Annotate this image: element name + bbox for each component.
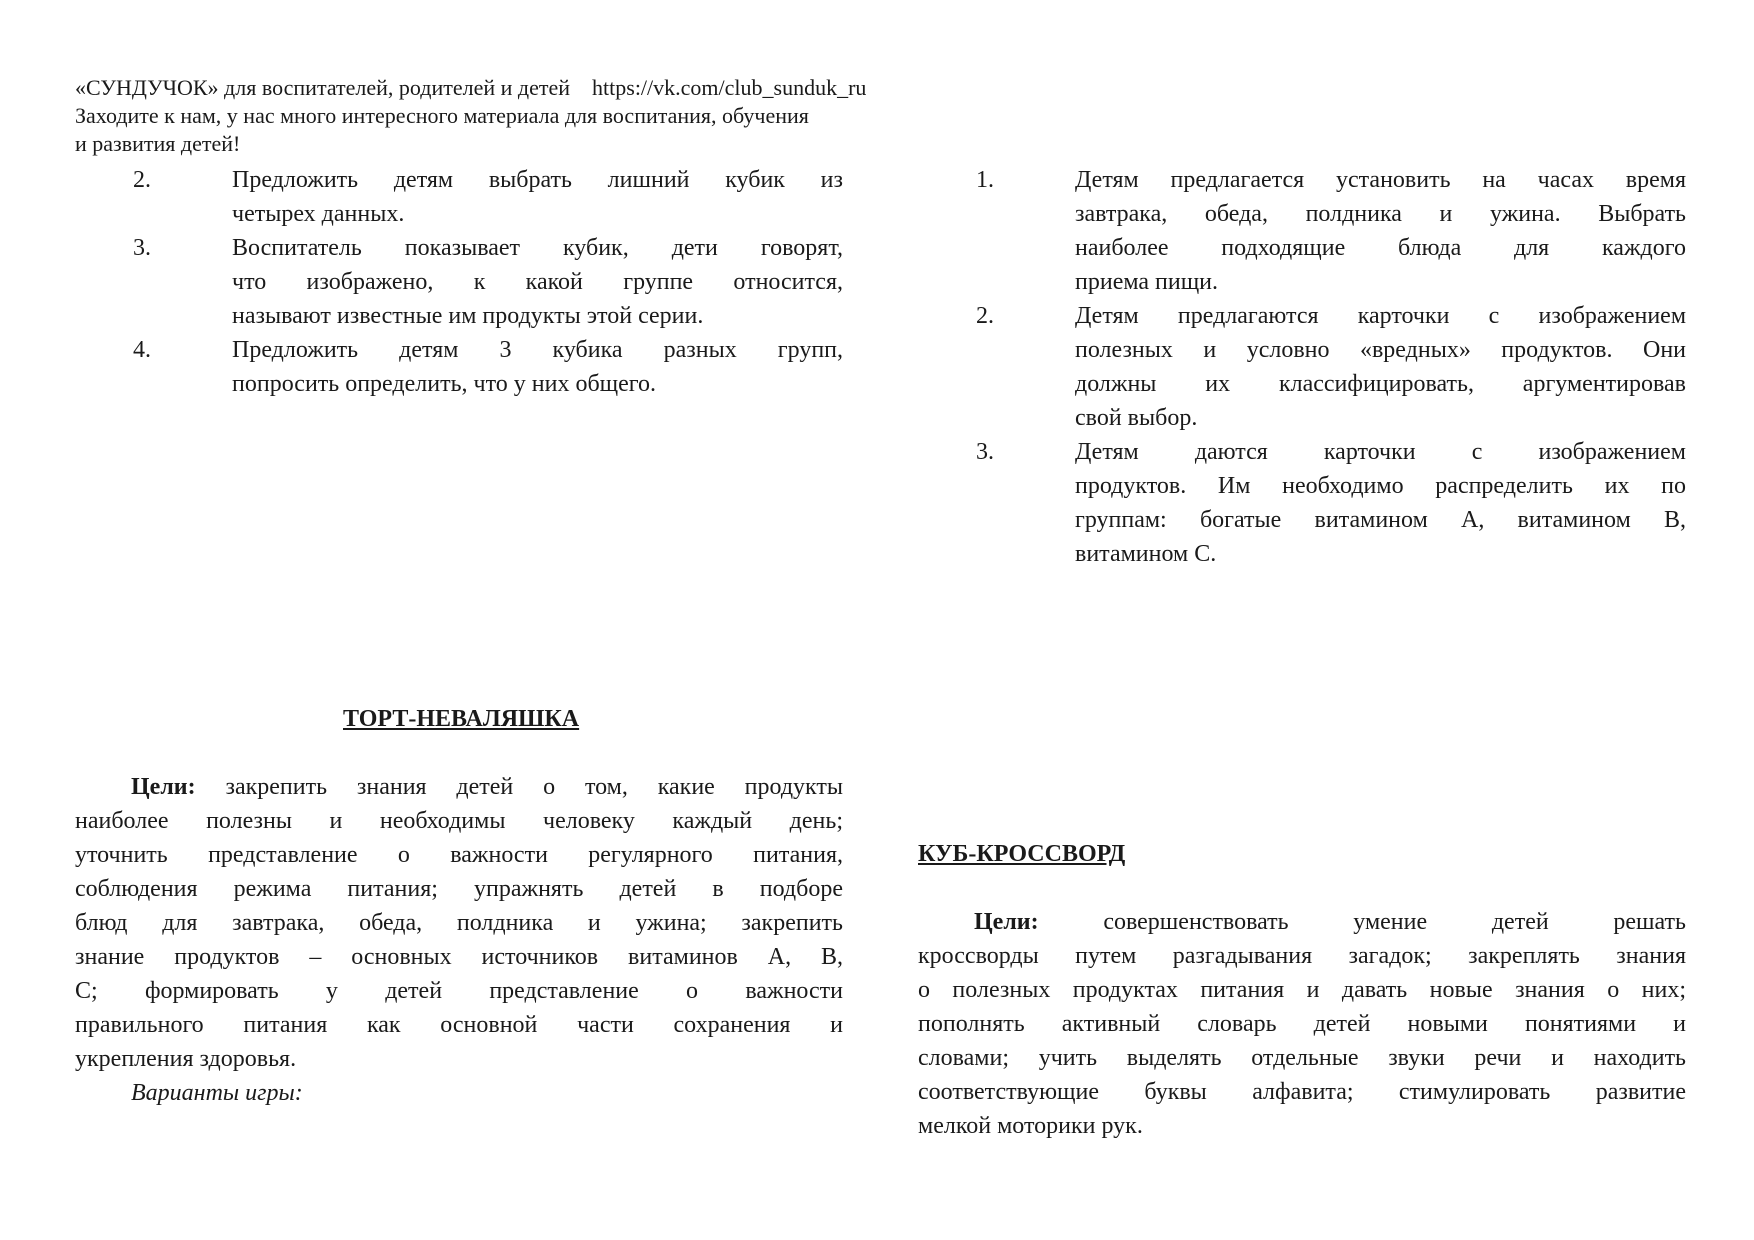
- text-line: свой выбор.: [1075, 405, 1198, 431]
- text-line: укрепления здоровья.: [75, 1046, 297, 1072]
- text-line: словами; учить выделять отдельные звуки речи и находить: [918, 1045, 1686, 1071]
- text-line: С; формировать у детей представление о важности: [75, 978, 843, 1004]
- goals-label: Цели:: [974, 909, 1039, 935]
- text-line: Предложить детям выбрать лишний кубик из: [232, 167, 843, 193]
- goals-paragraph-left: [75, 770, 843, 1110]
- header-line-2: Заходите к нам, у нас много интересного материала для воспитания, обучения: [75, 103, 809, 128]
- text-line: Детям предлагаются карточки с изображением: [1075, 303, 1686, 329]
- list-item-number: 2.: [133, 167, 151, 193]
- text-line: правильного питания как основной части сохранения и: [75, 1012, 843, 1038]
- text-line: группам: богатые витамином А, витамином В,: [1075, 507, 1686, 533]
- goals-label: Цели:: [131, 774, 196, 800]
- text-line: [75, 770, 843, 804]
- header-line-3: и развития детей!: [75, 131, 241, 156]
- text-line: наиболее полезны и необходимы человеку каждый день;: [75, 808, 843, 834]
- list-item: [133, 333, 843, 401]
- text-line: пополнять активный словарь детей новыми понятиями и: [918, 1011, 1686, 1037]
- page-header: [75, 74, 866, 158]
- list-item-text: [232, 163, 843, 231]
- text-line: знание продуктов – основных источников витаминов А, В,: [75, 944, 843, 970]
- text-line: мелкой моторики рук.: [918, 1113, 1143, 1139]
- list-item-text: [1075, 163, 1686, 299]
- game-variants-label: Варианты игры:: [131, 1080, 303, 1106]
- text-line: Воспитатель показывает кубик, дети говорят,: [232, 235, 843, 261]
- text-line: соблюдения режима питания; упражнять детей в подборе: [75, 876, 843, 902]
- list-item-number: 2.: [976, 303, 994, 329]
- list-item-text: [232, 231, 843, 333]
- goals-text: совершенствовать умение детей решать: [1038, 909, 1686, 935]
- list-item-number: 1.: [976, 167, 994, 193]
- list-item: [976, 163, 1686, 299]
- text-line: приема пищи.: [1075, 269, 1219, 295]
- text-line: должны их классифицировать, аргументировав: [1075, 371, 1686, 397]
- text-line: Детям даются карточки с изображением: [1075, 439, 1686, 465]
- list-item: [976, 299, 1686, 435]
- section-title-tort-nevalyashka: ТОРТ-НЕВАЛЯШКА: [343, 706, 580, 732]
- text-line: называют известные им продукты этой серии.: [232, 303, 704, 329]
- text-line: что изображено, к какой группе относится,: [232, 269, 843, 295]
- text-line: уточнить представление о важности регулярного питания,: [75, 842, 843, 868]
- list-item: [976, 435, 1686, 571]
- list-item-number: 3.: [976, 439, 994, 465]
- text-line: наиболее подходящие блюда для каждого: [1075, 235, 1686, 261]
- list-item-text: [1075, 299, 1686, 435]
- text-line: завтрака, обеда, полдника и ужина. Выбрать: [1075, 201, 1686, 227]
- list-item-text: [232, 333, 843, 401]
- goals-paragraph-right: [918, 905, 1686, 1143]
- list-item-text: [1075, 435, 1686, 571]
- text-line: [918, 905, 1686, 939]
- text-line: попросить определить, что у них общего.: [232, 371, 657, 397]
- text-line: о полезных продуктах питания и давать новые знания о них;: [918, 977, 1686, 1003]
- text-line: продуктов. Им необходимо распределить их по: [1075, 473, 1686, 499]
- text-line: Предложить детям 3 кубика разных групп,: [232, 337, 843, 363]
- text-line: блюд для завтрака, обеда, полдника и ужина; закрепить: [75, 910, 843, 936]
- text-line: четырех данных.: [232, 201, 405, 227]
- text-line: Детям предлагается установить на часах время: [1075, 167, 1686, 193]
- text-line: витамином С.: [1075, 541, 1217, 567]
- list-item: [133, 231, 843, 333]
- list-item-number: 4.: [133, 337, 151, 363]
- text-line: соответствующие буквы алфавита; стимулировать развитие: [918, 1079, 1686, 1105]
- section-title-kub-krossvord: КУБ-КРОССВОРД: [918, 841, 1126, 867]
- goals-text: закрепить знания детей о том, какие продукты: [195, 774, 843, 800]
- list-item-number: 3.: [133, 235, 151, 261]
- text-line: кроссворды путем разгадывания загадок; закреплять знания: [918, 943, 1686, 969]
- right-numbered-list: [976, 163, 1686, 571]
- left-numbered-list: [133, 163, 843, 401]
- text-line: полезных и условно «вредных» продуктов. Они: [1075, 337, 1686, 363]
- list-item: [133, 163, 843, 231]
- header-line-1: «СУНДУЧОК» для воспитателей, родителей и детей https://vk.com/club_sunduk_ru: [75, 75, 867, 100]
